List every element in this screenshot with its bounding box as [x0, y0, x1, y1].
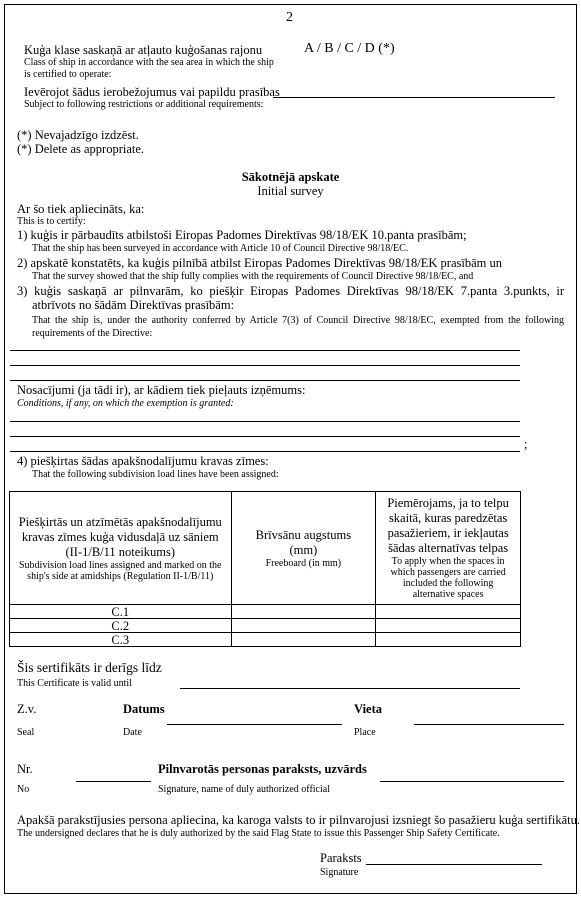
restrictions-label-lv: Ievērojot šādus ierobežojumus vai papildu prasības: [24, 85, 280, 99]
official-signature-label-lv: Pilnvarotās personas paraksts, uzvārds: [158, 762, 367, 776]
ship-class-options: A / B / C / D (*): [304, 41, 395, 56]
number-fill-line: [76, 781, 151, 782]
seal-label-en: Seal: [17, 727, 35, 738]
validity-lv: Šis sertifikāts ir derīgs līdz: [17, 660, 162, 675]
validity-en: This Certificate is valid until: [17, 678, 132, 689]
number-label-en: No: [17, 784, 30, 795]
signature-label-lv: Paraksts: [320, 851, 362, 865]
signature-label-en: Signature: [320, 867, 359, 878]
declaration-lv: Apakšā parakstījusies persona apliecina, ka karoga valsts to ir pilnvarojusi izsniegt šo pasažieru kuģa sertifikātu.: [17, 813, 581, 827]
table-header-row: [10, 492, 521, 605]
freeboard-cell[interactable]: [231, 605, 376, 619]
load-lines-table: [9, 491, 521, 647]
certify-item1-lv: 1) kuģis ir pārbaudīts atbilstoši Eiropas Padomes Direktīvas 98/18/EK 10.panta prasībām;: [17, 228, 467, 242]
conditions-line-1: [10, 421, 520, 422]
certify-item3-lv-2: atbrīvots no šādām Direktīvas prasībām:: [32, 298, 235, 312]
official-signature-label-en: Signature, name of duly authorized official: [158, 784, 330, 795]
certify-lv: Ar šo tiek apliecināts, ka:: [17, 202, 145, 216]
table-header-freeboard: [231, 492, 376, 605]
certify-item3-lv-1: 3) kuģis saskaņā ar pilnvarām, ko piešķir Eiropas Padomes Direktīvas 98/18/EK 7.panta 3.punkts, ir: [17, 284, 564, 298]
row-label: C.2: [10, 619, 232, 633]
date-fill-line: [167, 724, 342, 725]
freeboard-cell[interactable]: [231, 619, 376, 633]
row-label: C.1: [10, 605, 232, 619]
number-label-lv: Nr.: [17, 762, 33, 776]
row-label: C.3: [10, 633, 232, 647]
validity-date-line: [180, 688, 520, 689]
certify-item3-en: That the ship is, under the authority conferred by Article 7(3) of Council Directive 98/18/EC, exempted from the following requirements of the Directive:: [32, 315, 564, 339]
table-row: [10, 619, 521, 633]
date-label-en: Date: [123, 727, 142, 738]
conditions-semicolon: ;: [524, 437, 528, 451]
table-row: [10, 633, 521, 647]
signature-fill-line: [366, 864, 542, 865]
table-header-load-lines: [10, 492, 232, 605]
place-label-en: Place: [354, 727, 376, 738]
conditions-lv: Nosacījumi (ja tādi ir), ar kādiem tiek pieļauts izņēmums:: [17, 383, 306, 397]
date-label-lv: Datums: [123, 702, 165, 716]
delete-note-en: (*) Delete as appropriate.: [17, 142, 145, 156]
restrictions-fill-line: [273, 97, 555, 98]
alternative-spaces-cell[interactable]: [376, 633, 521, 647]
alternative-spaces-cell[interactable]: [376, 605, 521, 619]
survey-title-lv: Sākotnējā apskate: [241, 170, 340, 184]
col3-label-en: To apply when the spaces in which passengers are carried included the following alternative spaces: [390, 556, 506, 600]
survey-title-en: Initial survey: [257, 184, 324, 198]
col2-label-en: Freeboard (in mm): [265, 557, 342, 569]
certify-item2-en: That the survey showed that the ship fully complies with the requirements of Council Directive 98/18/EC, and: [32, 271, 474, 282]
exemptions-line-3: [10, 380, 520, 381]
certify-en: This is to certify:: [17, 216, 86, 227]
exemptions-line-2: [10, 365, 520, 366]
ship-class-label-en-1: Class of ship in accordance with the sea area in which the ship: [24, 57, 274, 68]
table-header-alternative-spaces: [376, 492, 521, 605]
conditions-line-3: [10, 451, 520, 452]
table-row: [10, 605, 521, 619]
conditions-en: Conditions, if any, on which the exemption is granted:: [17, 398, 234, 409]
place-label-lv: Vieta: [354, 702, 382, 716]
load-lines-en: That the following subdivision load lines have been assigned:: [32, 469, 279, 480]
delete-note-lv: (*) Nevajadzīgo izdzēst.: [17, 128, 139, 142]
certify-item2-lv: 2) apskatē konstatēts, ka kuģis pilnībā atbilst Eiropas Padomes Direktīvas 98/18/EK prasībām un: [17, 256, 502, 270]
ship-class-label-lv: Kuģa klase saskaņā ar atļauto kuģošanas rajonu: [24, 43, 263, 57]
load-lines-lv: 4) piešķirtas šādas apakšnodalījumu kravas zīmes:: [17, 454, 269, 468]
conditions-line-2: [10, 436, 520, 437]
seal-label-lv: Z.v.: [17, 702, 37, 716]
ship-class-label-en-2: is certified to operate:: [24, 69, 112, 80]
alternative-spaces-cell[interactable]: [376, 619, 521, 633]
certify-item1-en: That the ship has been surveyed in accordance with Article 10 of Council Directive 98/18/EC.: [32, 243, 409, 254]
col3-label-lv: Piemērojams, ja to telpu skaitā, kuras paredzētas pasažieriem, ir iekļautas šādas alternatīvas telpas: [387, 496, 509, 555]
restrictions-label-en: Subject to following restrictions or additional requirements:: [24, 99, 264, 110]
official-signature-fill-line: [380, 781, 564, 782]
col1-label-en: Subdivision load lines assigned and marked on the ship's side at amidships (Regulation II-1/B/11): [19, 559, 222, 582]
freeboard-cell[interactable]: [231, 633, 376, 647]
place-fill-line: [414, 724, 564, 725]
page-number: 2: [286, 10, 293, 25]
declaration-en: The undersigned declares that he is duly authorized by the said Flag State to issue this Passenger Ship Safety Certificate.: [17, 828, 500, 839]
exemptions-line-1: [10, 350, 520, 351]
col2-label-lv: Brīvsānu augstums (mm): [255, 527, 352, 557]
col1-label-lv: Piešķirtās un atzīmētās apakšnodalījumu kravas zīmes kuģa vidusdaļā uz sāniem (II-1/B/11 noteikums): [18, 514, 222, 559]
